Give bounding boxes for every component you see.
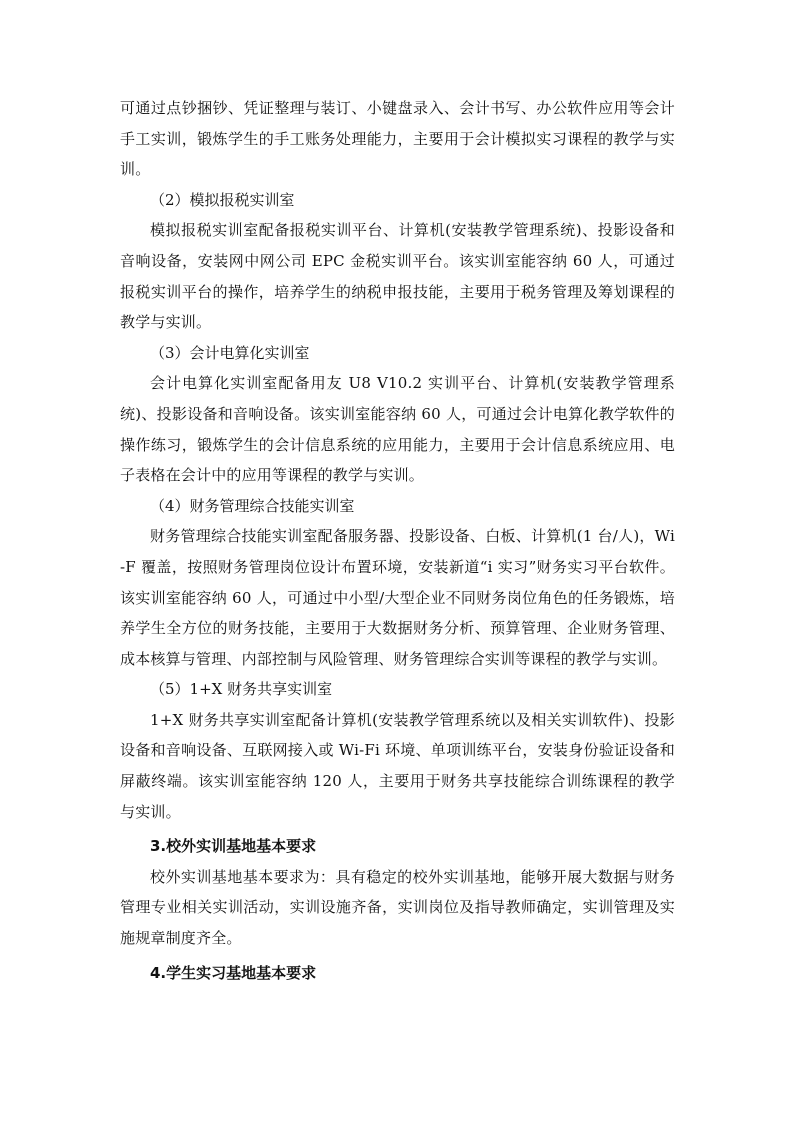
subheading-tax-lab: （2）模拟报税实训室 — [150, 190, 295, 209]
paragraph-computerized-accounting-lab: 会计电算化实训室配备用友 U8 V10.2 实训平台、计算机(安装教学管理系统)、投影设备和音响设备。该实训室能容纳 60 人，可通过会计电算化教学软件的操作练习，锻炼学生的会计信息系统的应用能力，主要用于会计信息系统应用、电子表格在会计中的应用等课程的教学与实训。 — [120, 374, 675, 485]
subheading-shared-services-lab: （5）1+X 财务共享实训室 — [150, 680, 333, 699]
subheading-financial-management-lab: （4）财务管理综合技能实训室 — [150, 496, 355, 515]
document-body — [120, 93, 675, 988]
section-heading-internship-base: 4.学生实习基地基本要求 — [150, 963, 317, 982]
paragraph-tax-lab: 模拟报税实训室配备报税实训平台、计算机(安装教学管理系统)、投影设备和音响设备，安装网中网公司 EPC 金税实训平台。该实训室能容纳 60 人，可通过报税实训平台的操作，培养学生的纳税申报技能，主要用于税务管理及筹划课程的教学与实训。 — [120, 221, 675, 332]
paragraph-shared-services-lab: 1+X 财务共享实训室配备计算机(安装教学管理系统以及相关实训软件)、投影设备和音响设备、互联网接入或 Wi-Fi 环境、单项训练平台，安装身份验证设备和屏蔽终端。该实训室能容纳 120 人，主要用于财务共享技能综合训练课程的教学与实训。 — [120, 710, 675, 821]
paragraph-manual-training-cont: 可通过点钞捆钞、凭证整理与装订、小键盘录入、会计书写、办公软件应用等会计手工实训，锻炼学生的手工账务处理能力，主要用于会计模拟实习课程的教学与实训。 — [120, 99, 675, 179]
paragraph-financial-management-lab: 财务管理综合技能实训室配备服务器、投影设备、白板、计算机(1 台/人)，Wi-F 覆盖，按照财务管理岗位设计布置环境，安装新道“i 实习”财务实习平台软件。该实训室能容纳 60 人，可通过中小型/大型企业不同财务岗位角色的任务锻炼，培养学生全方位的财务技能，主要用于大数据财务分析、预算管理、企业财务管理、成本核算与管理、内部控制与风险管理、财务管理综合实训等课程的教学与实训。 — [120, 527, 675, 668]
section-heading-offcampus-base: 3.校外实训基地基本要求 — [150, 837, 317, 856]
paragraph-offcampus-base: 校外实训基地基本要求为：具有稳定的校外实训基地，能够开展大数据与财务管理专业相关实训活动，实训设施齐备，实训岗位及指导教师确定，实训管理及实施规章制度齐全。 — [120, 867, 675, 948]
subheading-computerized-accounting-lab: （3）会计电算化实训室 — [150, 343, 310, 362]
